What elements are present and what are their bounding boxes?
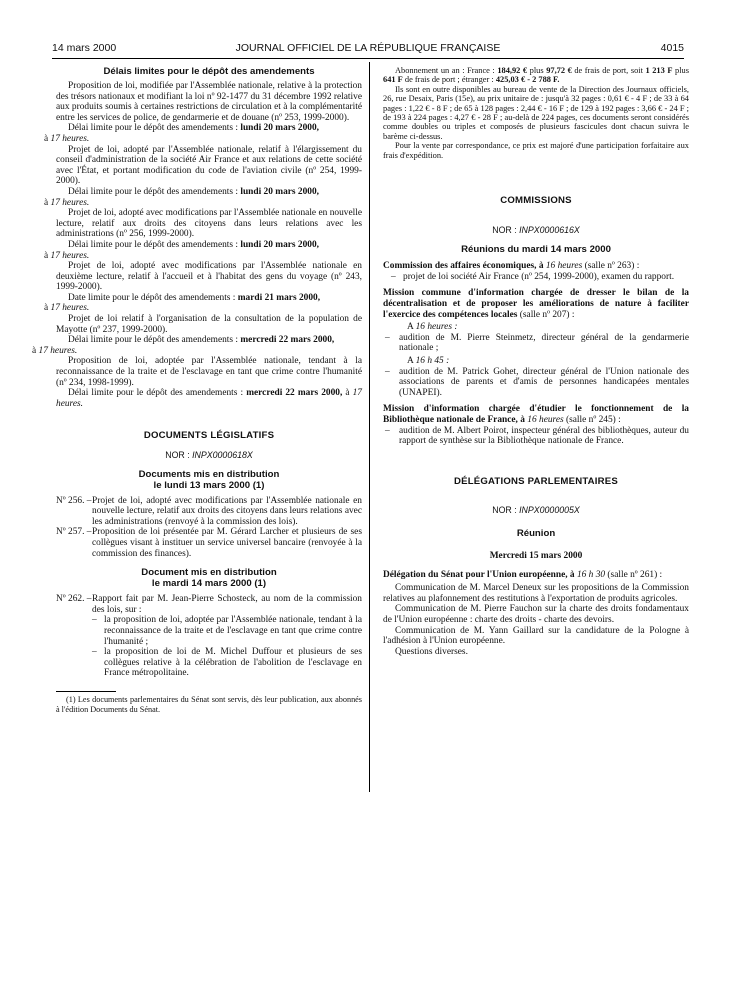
delegations-section-title: DÉLÉGATIONS PARLEMENTAIRES (453, 475, 619, 487)
text-paragraph: Proposition de loi, adoptée par l'Assemblée nationale, tendant à la reconnaissance de la traite et de l'esclavage en tant que crime contre l'humanité (nº 234, 1998-1999). (56, 356, 362, 388)
document-item-257: Nº 257. – Proposition de loi présentée par M. Gérard Larcher et plusieurs de ses collègues visant à instituer un service universel bancaire (renvoyée à la commission des finances). (56, 527, 362, 559)
list-item: – audition de M. Pierre Steinmetz, directeur général de la gendarmerie nationale ; (385, 332, 689, 354)
text-paragraph: Projet de loi, adopté avec modifications par l'Assemblée nationale en deuxième lecture, relatif à l'accueil et à l'habitat des gens du voyage (nº 243, 1999-2000). (56, 261, 362, 293)
commissions-section-title: COMMISSIONS (500, 195, 572, 207)
list-item: – projet de loi société Air France (nº 254, 1999-2000), examen du rapport. (391, 271, 675, 282)
deadline-line: Délai limite pour le dépôt des amendements : lundi 20 mars 2000, à 17 heures. (44, 239, 320, 261)
mail-order-info: Pour la vente par correspondance, ce prix est majoré d'une participation forfaitaire aux frais d'expédition. (383, 141, 689, 160)
text-paragraph: Projet de loi, adopté par l'Assemblée nationale, relatif à l'élargissement du conseil d'administration de la société Air France et aux relations de cette société avec l'État, et portant modification du code de l'aviation civile (nº 254, 1999-2000). (56, 144, 362, 187)
text-paragraph: Questions diverses. (395, 646, 468, 657)
sales-info: Ils sont en outre disponibles au bureau de vente de la Direction des Journaux officiels, 26, rue Desaix, Paris (15e), au prix unitaire de : jusqu'à 32 pages : 0,61 € - 4 F ; de 33 à 64 pages : 1,22 € - 8 F ; de 65 à 128 pages : 2,44 € - 16 F ; de 129 à 192 pages : 3,66 € - 24 F ; de 193 à 224 pages : 4,27 € - 28 F ; au-delà de 224 pages, ces documents seront considérés comme doubles ou triples et composés de plusieurs fascicules dont chacun suivra le barème ci-dessus. (383, 84, 689, 141)
deadline-line: Délai limite pour le dépôt des amendements : lundi 20 mars 2000, à 17 heures. (44, 186, 320, 208)
delais-title: Délais limites pour le dépôt des amendements (103, 66, 315, 77)
page-number: 4015 (660, 42, 684, 54)
page-header (52, 42, 684, 58)
deadline-line: Délai limite pour le dépôt des amendements : mercredi 22 mars 2000, à 17 heures. (56, 388, 362, 409)
text-paragraph: Projet de loi, adopté avec modifications par l'Assemblée nationale en nouvelle lecture, relatif aux droits des citoyens dans leurs relations avec les administrations (nº 256, 1999-2000). (56, 208, 362, 240)
right-column (383, 66, 689, 657)
text-paragraph: Communication de M. Marcel Deneux sur les propositions de la Commission relatives au plafonnement des restitutions à l'exportation de produits agricoles. (383, 583, 689, 604)
document-item-256: Nº 256. – Projet de loi, adopté avec modifications par l'Assemblée nationale en nouvelle lecture, relatif aux droits des citoyens dans leurs relations avec les administrations (renvoyé à la commission des lois). (56, 495, 362, 527)
time-label: A 16 h 45 : (407, 356, 450, 366)
text-paragraph: Proposition de loi, modifiée par l'Assemblée nationale, relative à la protection des trésors nationaux et modifiant la loi nº 92-1477 du 31 décembre 1992 relative aux produits soumis à certaines restrictions de circulation et à la complémentarité entre les services de police, de gendarmerie et de douane (nº 253, 1999-2000). (56, 81, 362, 123)
documents-section-title: DOCUMENTS LÉGISLATIFS (143, 430, 275, 442)
journal-title: JOURNAL OFFICIEL DE LA RÉPUBLIQUE FRANÇAISE (235, 42, 501, 54)
subscription-price: Abonnement un an : France : 184,92 € plus 97,72 € de frais de port, soit 1 213 F plus 641 F de frais de port ; étranger : 425,03 € - 2 788 F. (383, 66, 690, 85)
nor-reference: NOR : INPX0000616X (492, 224, 580, 235)
deadline-line: Délai limite pour le dépôt des amendements : mercredi 22 mars 2000, à 17 heures. (32, 335, 335, 356)
nor-reference: NOR : INPX0000618X (165, 450, 253, 460)
mission-entry: Mission commune d'information chargée de dresser le bilan de la décentralisation et de proposer les améliorations de nature à faciliter l'exercice des compétences locales (salle nº 207) : (383, 288, 689, 320)
nor-reference: NOR : INPX0000005X (492, 505, 580, 516)
reunion-heading: Réunion (516, 527, 556, 539)
meeting-date: Mercredi 15 mars 2000 (489, 550, 583, 561)
list-item: – la proposition de loi de M. Michel Duffour et plusieurs de ses collègues relative à la célébration de l'abolition de l'esclavage en France métropolitaine. (92, 647, 362, 679)
column-divider (369, 62, 370, 792)
list-item: – audition de M. Patrick Gohet, directeur général de l'Union nationale des associations de parents et d'amis de personnes handicapées mentales (UNAPEI). (385, 366, 689, 398)
distribution-heading-2: Document mis en distribution le mardi 14 mars 2000 (1) (141, 567, 277, 590)
text-paragraph: Communication de M. Yann Gaillard sur la candidature de la Pologne à l'adhésion à l'Union européenne. (383, 625, 689, 647)
time-label: A 16 heures : (407, 322, 458, 333)
commission-entry: Commission des affaires économiques, à 16 heures (salle nº 263) : (383, 261, 640, 272)
document-item-262: Nº 262. – Rapport fait par M. Jean-Pierre Schosteck, au nom de la commission des lois, sur : (56, 594, 362, 615)
footnote: (1) Les documents parlementaires du Sénat sont servis, dès leur publication, aux abonnés à l'édition Documents du Sénat. (56, 694, 362, 714)
deadline-line: Date limite pour le dépôt des amendements : mardi 21 mars 2000, à 17 heures. (44, 292, 321, 314)
delegation-entry: Délégation du Sénat pour l'Union européenne, à 16 h 30 (salle nº 261) : (383, 569, 663, 580)
deadline-line: Délai limite pour le dépôt des amendements : lundi 20 mars 2000, à 17 heures. (44, 123, 320, 144)
mission-entry: Mission d'information chargée d'étudier le fonctionnement de la Bibliothèque nationale de France, à 16 heures (salle nº 245) : (383, 404, 689, 425)
subscription-info (383, 66, 689, 160)
list-item: – audition de M. Albert Poirot, inspecteur général des bibliothèques, auteur du rapport de synthèse sur la Bibliothèque nationale de France. (385, 425, 689, 447)
distribution-heading-1: Documents mis en distribution le lundi 13 mars 2000 (1) (138, 468, 280, 491)
footnote-rule (56, 691, 116, 692)
text-paragraph: Projet de loi relatif à l'organisation de la consultation de la population de Mayotte (nº 237, 1999-2000). (56, 314, 362, 335)
list-item: – la proposition de loi, adoptée par l'Assemblée nationale, tendant à la reconnaissance de la traite et de l'esclavage en tant que crime contre l'humanité ; (92, 615, 362, 647)
reunions-heading: Réunions du mardi 14 mars 2000 (461, 244, 611, 256)
left-column (32, 66, 362, 714)
text-paragraph: Communication de M. Pierre Fauchon sur la charte des droits fondamentaux de l'Union européenne : charte des droits - charte des devoirs. (383, 604, 689, 625)
header-rule (52, 58, 684, 59)
header-date: 14 mars 2000 (52, 42, 117, 54)
